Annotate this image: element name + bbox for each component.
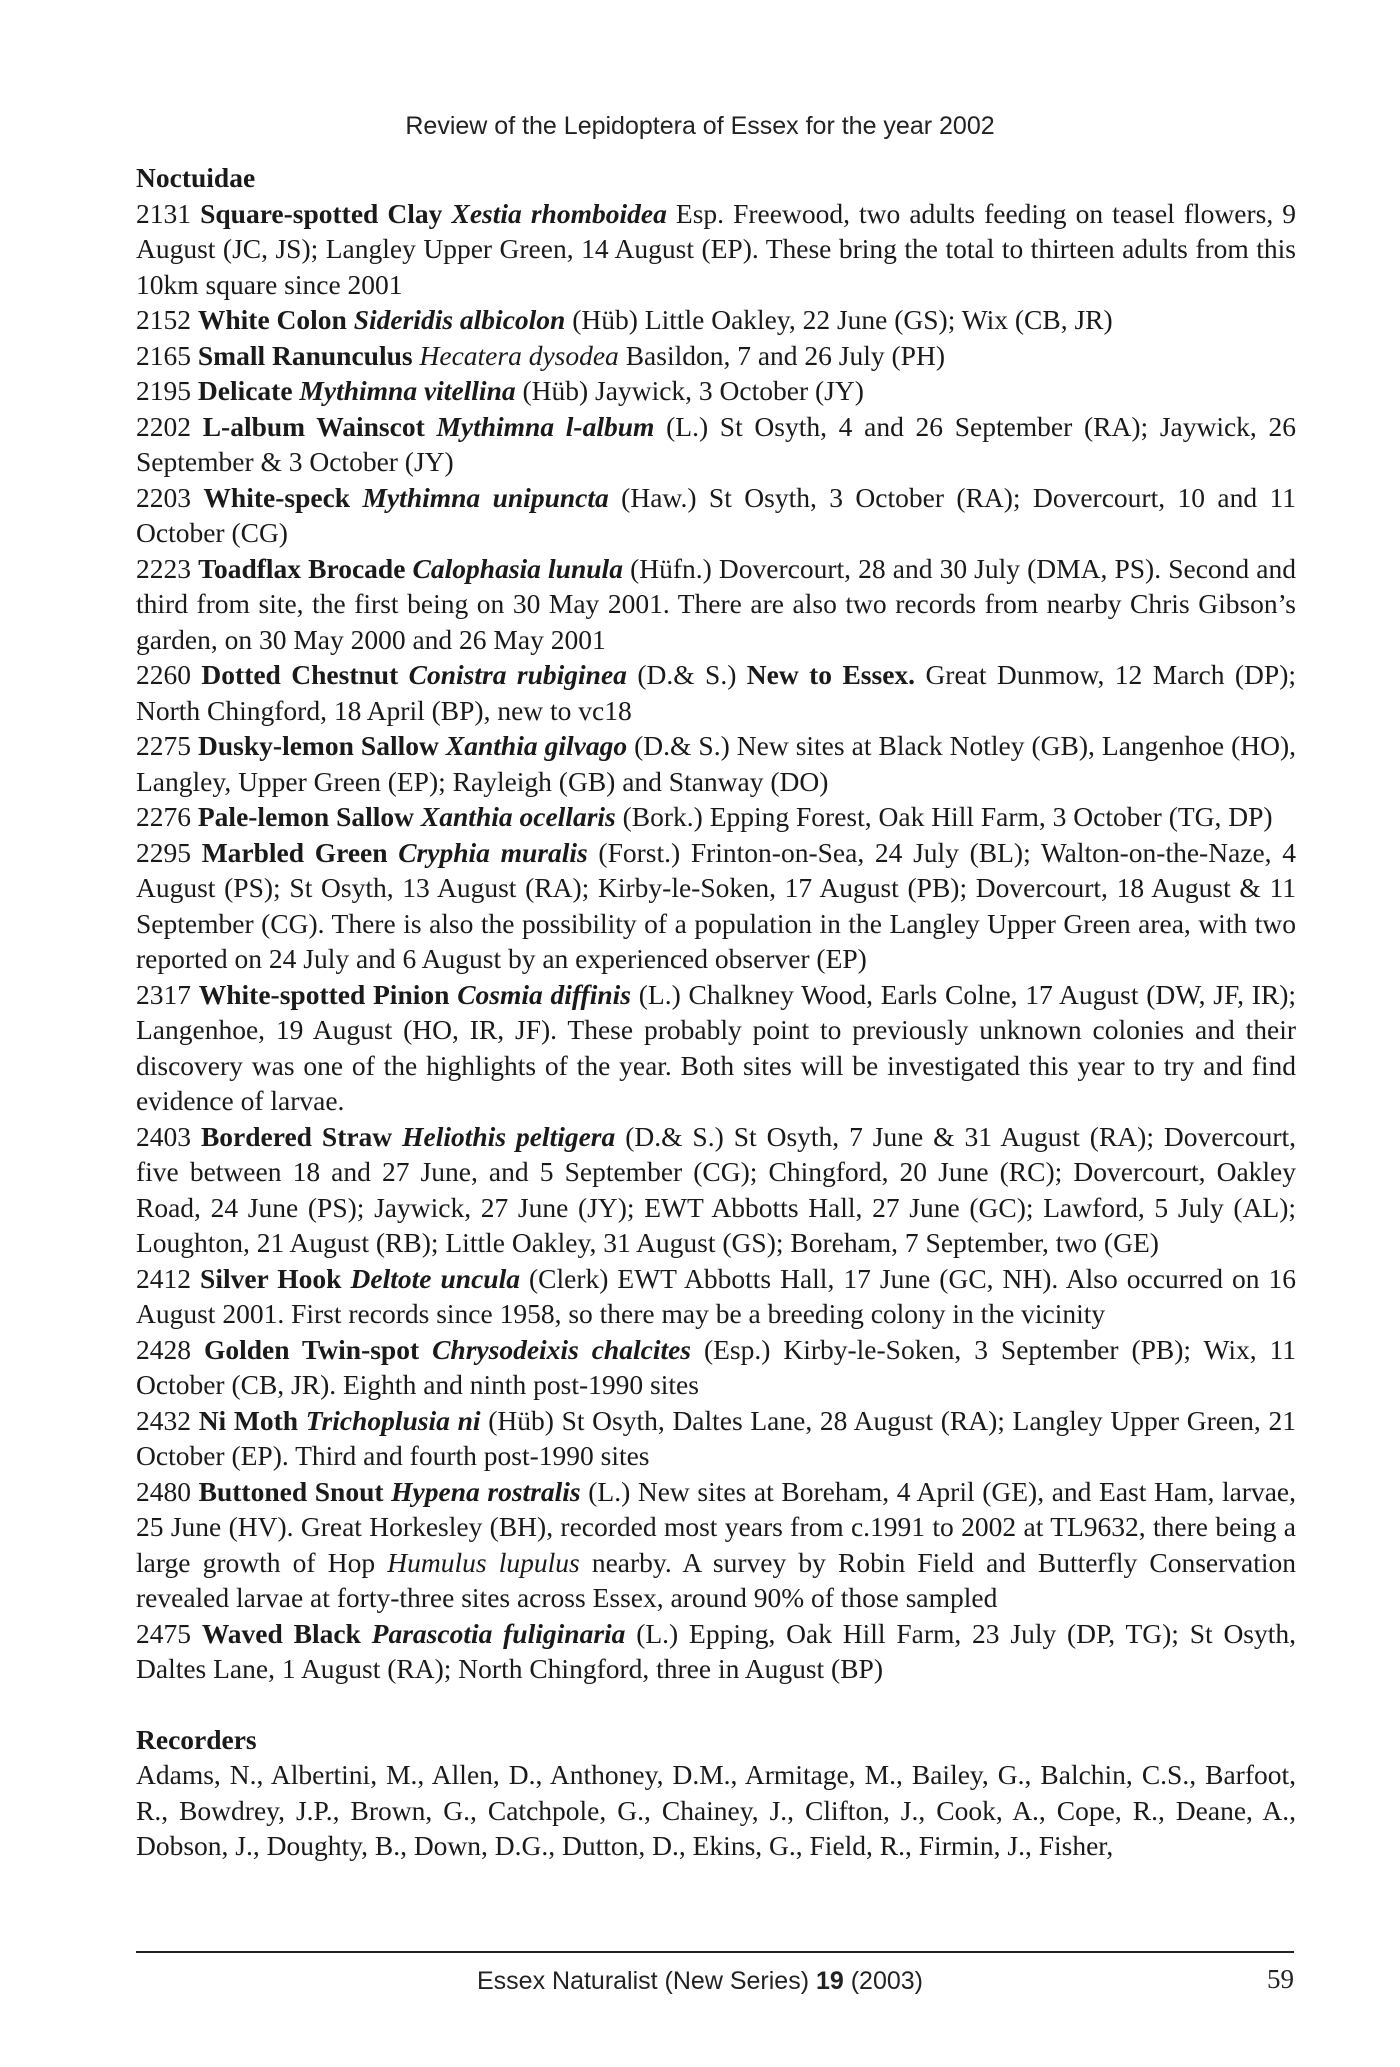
recorders-heading: Recorders [136, 1723, 257, 1755]
record-text: (Esp.) Kirby-le-Soken, 3 September (PB); Wix, 11 October (CB, JR). Eighth and ninth post-1990 sites [136, 1333, 1297, 1400]
running-header: Review of the Lepidoptera of Essex for the year 2002 [405, 112, 995, 140]
journal-volume: 19 [815, 1967, 844, 1995]
common-name: L-album Wainscot [202, 410, 425, 442]
common-name: Delicate [197, 375, 293, 406]
common-name: Golden Twin-spot [203, 1333, 420, 1365]
journal-footer [0, 1967, 1400, 1996]
scientific-name: Sideridis albicolon [353, 304, 566, 335]
record-text: Basildon, 7 and 26 July (PH) [618, 339, 945, 371]
new-record-flag: New to Essex. [746, 659, 916, 690]
section-heading: Noctuidae [136, 162, 256, 193]
species-entry [136, 1261, 1296, 1332]
scientific-name: Deltote uncula [350, 1262, 520, 1294]
scientific-name: Cryphia muralis [398, 836, 588, 868]
species-entry [136, 657, 1296, 728]
species-entry [136, 196, 1296, 303]
scientific-name: Xanthia ocellaris [420, 801, 616, 832]
record-text: (Hüb) St Osyth, Daltes Lane, 28 August (RA); Langley Upper Green, 21 October (EP). Third and fourth post-1990 sites [136, 1404, 1296, 1471]
species-entry [136, 1119, 1296, 1261]
species-number: 2480 [136, 1475, 191, 1507]
record-text: (Clerk) EWT Abbotts Hall, 17 June (GC, NH). Also occurred on 16 August 2001. First records since 1958, so there may be a breeding colony in the vicinity [136, 1262, 1297, 1329]
species-number: 2428 [136, 1333, 191, 1365]
species-entry [136, 1616, 1296, 1687]
scientific-name: Mythimna unipuncta [362, 481, 609, 513]
scientific-name: Trichoplusia ni [305, 1404, 481, 1436]
record-text: (Bork.) Epping Forest, Oak Hill Farm, 3 October (TG, DP) [615, 801, 1273, 832]
record-text: (D.& S.) St Osyth, 7 June & 31 August (RA); Dovercourt, five between 18 and 27 June, and 5 September (CG); Chingford, 20 June (RC); Dovercourt, Oakley Road, 24 June (PS); Jaywick, 27 June (JY); EWT Abbotts Hall, 27 June (GC); Lawford, 5 July (AL); Loughton, 21 August (RB); Little Oakley, 31 August (GS); Boreham, 7 September, two (GE) [136, 1120, 1296, 1258]
species-list [136, 196, 1296, 1687]
record-text: (Forst.) Frinton-on-Sea, 24 July (BL); Walton-on-the-Naze, 4 August (PS); St Osyth, 13 August (RA); Kirby-le-Soken, 17 August (PB); Dovercourt, 18 August & 11 September (CG). There is also the possibility of a population in the Langley Upper Green area, with two reported on 24 July and 6 August by an experienced observer (EP) [136, 836, 1296, 974]
species-entry [136, 977, 1296, 1119]
host-plant-name: Humulus lupulus [387, 1546, 580, 1578]
common-name: Toadflax Brocade [198, 552, 406, 584]
species-entry [136, 551, 1296, 658]
scientific-name: Heliothis peltigera [402, 1120, 616, 1152]
record-text: (L.) Epping, Oak Hill Farm, 23 July (DP, TG); St Osyth, Daltes Lane, 1 August (RA); North Chingford, three in August (BP) [136, 1617, 1297, 1684]
record-text: Great Dunmow, 12 March (DP); North Chingford, 18 April (BP), new to vc18 [136, 659, 1297, 726]
scientific-name: Xestia rhomboidea [451, 197, 667, 229]
species-entry [136, 1474, 1296, 1616]
common-name: Dusky-lemon Sallow [198, 730, 439, 761]
record-text: (Haw.) St Osyth, 3 October (RA); Dovercourt, 10 and 11 October (CG) [136, 481, 1297, 548]
species-entry [136, 1403, 1296, 1474]
species-number: 2295 [136, 836, 191, 868]
species-entry [136, 338, 1296, 374]
species-number: 2317 [136, 978, 191, 1010]
species-entry [136, 728, 1296, 799]
record-text: (D.& S.) [626, 659, 747, 690]
species-entry [136, 799, 1296, 835]
common-name: White-spotted Pinion [198, 978, 450, 1010]
scientific-name: Hypena rostralis [391, 1475, 581, 1507]
record-text: (L.) St Osyth, 4 and 26 September (RA); Jaywick, 26 September & 3 October (JY) [136, 410, 1296, 477]
species-entry [136, 480, 1296, 551]
common-name: Waved Black [201, 1617, 361, 1649]
journal-name: Essex Naturalist (New Series) [476, 1967, 810, 1995]
scientific-name: Conistra rubiginea [408, 659, 627, 690]
species-entry [136, 835, 1296, 977]
species-number: 2412 [136, 1262, 191, 1294]
common-name: Small Ranunculus [197, 339, 413, 371]
scientific-name: Parascotia fuliginaria [371, 1617, 626, 1649]
common-name: Ni Moth [198, 1404, 299, 1436]
common-name: Marbled Green [201, 836, 388, 868]
species-entry [136, 1332, 1296, 1403]
species-number: 2403 [136, 1120, 191, 1152]
footer-rule [136, 1951, 1294, 1953]
species-number: 2195 [136, 375, 191, 406]
page-number: 59 [1267, 1964, 1294, 1994]
species-number: 2202 [136, 410, 191, 442]
species-entry [136, 409, 1296, 480]
species-number: 2432 [136, 1404, 191, 1436]
common-name: Pale-lemon Sallow [197, 801, 415, 832]
common-name: Dotted Chestnut [201, 659, 399, 690]
species-number: 2276 [136, 801, 191, 832]
record-text: (L.) New sites at Boreham, 4 April (GE), and East Ham, larvae, 25 June (HV). Great Horkesley (BH), recorded most years from c.1991 to 2002 at TL9632, there being a large growth of Hop [136, 1475, 1296, 1578]
record-text: (Hüb) Little Oakley, 22 June (GS); Wix (CB, JR) [565, 304, 1113, 335]
species-number: 2475 [136, 1617, 191, 1649]
common-name: Square-spotted Clay [200, 197, 443, 229]
species-number: 2223 [136, 552, 191, 584]
recorders-list: Adams, N., Albertini, M., Allen, D., Anthoney, D.M., Armitage, M., Bailey, G., Balchin, C.S., Barfoot, R., Bowdrey, J.P., Brown, G., Catchpole, G., Chainey, J., Clifton, J., Cook, A., Cope, R., Deane, A., Dobson, J., Doughty, B., Down, D.G., Dutton, D., Ekins, G., Field, R., Firmin, J., Fisher, [136, 1759, 1296, 1861]
record-text: (Hüb) Jaywick, 3 October (JY) [515, 375, 864, 406]
common-name: Buttoned Snout [198, 1475, 384, 1507]
scientific-name: Mythimna l-album [436, 410, 655, 442]
scientific-name: Cosmia diffinis [457, 978, 631, 1010]
record-text: Esp. Freewood, two adults feeding on teasel flowers, 9 August (JC, JS); Langley Upper Green, 14 August (EP). These bring the total to thirteen adults from this 10km square since 2001 [136, 197, 1297, 300]
common-name: White Colon [197, 304, 347, 335]
section-spacer [136, 1687, 1296, 1722]
scientific-name: Chrysodeixis chalcites [432, 1333, 692, 1365]
scientific-name: Xanthia gilvago [445, 730, 628, 761]
scientific-name: Hecatera dysodea [419, 339, 619, 371]
scientific-name: Mythimna vitellina [299, 375, 516, 406]
journal-year: (2003) [850, 1967, 923, 1995]
species-number: 2165 [136, 339, 191, 371]
record-text: (L.) Chalkney Wood, Earls Colne, 17 August (DW, JF, IR); Langenhoe, 19 August (HO, IR, JF). These probably point to previously unknown colonies and their discovery was one of the highlights of the year. Both sites will be investigated this year to try and find evidence of larvae. [136, 978, 1297, 1116]
common-name: White-speck [203, 481, 351, 513]
common-name: Silver Hook [200, 1262, 342, 1294]
record-text: (D.& S.) New sites at Black Notley (GB), Langenhoe (HO), Langley, Upper Green (EP); Rayleigh (GB) and Stanway (DO) [136, 730, 1297, 797]
species-number: 2275 [136, 730, 191, 761]
main-content [136, 160, 1296, 1864]
species-number: 2131 [136, 197, 191, 229]
species-entry [136, 302, 1296, 338]
record-text: (Hüfn.) Dovercourt, 28 and 30 July (DMA, PS). Second and third from site, the first being on 30 May 2001. There are also two records from nearby Chris Gibson’s garden, on 30 May 2000 and 26 May 2001 [136, 552, 1296, 655]
species-number: 2260 [136, 659, 191, 690]
scientific-name: Calophasia lunula [412, 552, 623, 584]
common-name: Bordered Straw [200, 1120, 393, 1152]
species-number: 2203 [136, 481, 191, 513]
species-number: 2152 [136, 304, 191, 335]
record-text: nearby. A survey by Robin Field and Butterfly Conservation revealed larvae at forty-three sites across Essex, around 90% of those sampled [136, 1546, 1297, 1613]
species-entry [136, 373, 1296, 409]
